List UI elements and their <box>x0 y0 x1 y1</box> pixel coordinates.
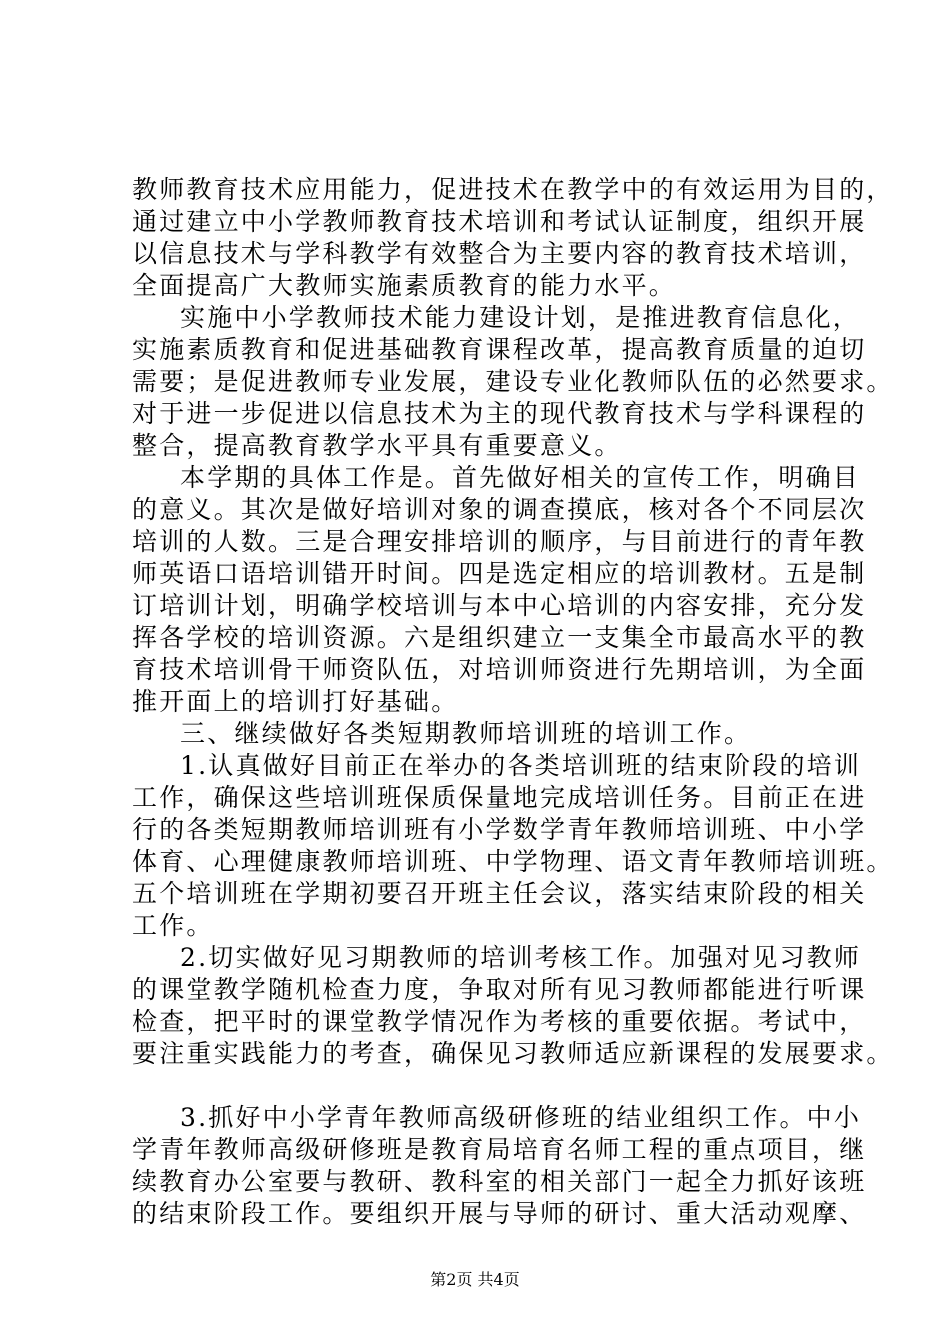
text-line: 挥各学校的培训资源。六是组织建立一支集全市最高水平的教 <box>132 623 867 652</box>
text-line: 对于进一步促进以信息技术为主的现代教育技术与学科课程的 <box>132 399 867 428</box>
text-line: 培训的人数。三是合理安排培训的顺序，与目前进行的青年教 <box>132 527 867 556</box>
text-line: 续教育办公室要与教研、教科室的相关部门一起全力抓好该班 <box>132 1167 867 1196</box>
text-line: 通过建立中小学教师教育技术培训和考试认证制度，组织开展 <box>132 207 867 236</box>
text-line: 教师教育技术应用能力，促进技术在教学中的有效运用为目的， <box>132 175 894 204</box>
paragraph-first-line: 2.切实做好见习期教师的培训考核工作。加强对见习教师 <box>180 943 862 972</box>
text-line: 整合，提高教育教学水平具有重要意义。 <box>132 431 622 460</box>
paragraph-first-line: 3.抓好中小学青年教师高级研修班的结业组织工作。中小 <box>180 1103 862 1132</box>
text-line: 的课堂教学随机检查力度，争取对所有见习教师都能进行听课 <box>132 975 867 1004</box>
text-line: 工作，确保这些培训班保质保量地完成培训任务。目前正在进 <box>132 783 867 812</box>
text-line: 工作。 <box>132 911 214 940</box>
text-line: 推开面上的培训打好基础。 <box>132 687 459 716</box>
text-line: 检查，把平时的课堂教学情况作为考核的重要依据。考试中， <box>132 1007 867 1036</box>
text-line: 的结束阶段工作。要组织开展与导师的研讨、重大活动观摩、 <box>132 1199 867 1228</box>
text-line: 体育、心理健康教师培训班、中学物理、语文青年教师培训班。 <box>132 847 894 876</box>
paragraph-first-line: 实施中小学教师技术能力建设计划，是推进教育信息化， <box>180 303 861 332</box>
text-line: 五个培训班在学期初要召开班主任会议，落实结束阶段的相关 <box>132 879 867 908</box>
text-line: 要注重实践能力的考查，确保见习教师适应新课程的发展要求。 <box>132 1039 894 1068</box>
text-line: 学青年教师高级研修班是教育局培育名师工程的重点项目，继 <box>132 1135 867 1164</box>
text-line: 育技术培训骨干师资队伍，对培训师资进行先期培训，为全面 <box>132 655 867 684</box>
section-heading: 三、继续做好各类短期教师培训班的培训工作。 <box>180 719 752 748</box>
text-line: 订培训计划，明确学校培训与本中心培训的内容安排，充分发 <box>132 591 867 620</box>
text-line: 行的各类短期教师培训班有小学数学青年教师培训班、中小学 <box>132 815 867 844</box>
text-line: 实施素质教育和促进基础教育课程改革，提高教育质量的迫切 <box>132 335 867 364</box>
paragraph-first-line: 本学期的具体工作是。首先做好相关的宣传工作，明确目 <box>180 463 861 492</box>
text-line: 师英语口语培训错开时间。四是选定相应的培训教材。五是制 <box>132 559 867 588</box>
text-line: 以信息技术与学科教学有效整合为主要内容的教育技术培训， <box>132 239 867 268</box>
text-line: 需要；是促进教师专业发展，建设专业化教师队伍的必然要求。 <box>132 367 894 396</box>
text-line: 全面提高广大教师实施素质教育的能力水平。 <box>132 271 677 300</box>
page-footer: 第2页 共4页 <box>430 1270 520 1289</box>
text-line: 的意义。其次是做好培训对象的调查摸底，核对各个不同层次 <box>132 495 867 524</box>
paragraph-first-line: 1.认真做好目前正在举办的各类培训班的结束阶段的培训 <box>180 751 862 780</box>
